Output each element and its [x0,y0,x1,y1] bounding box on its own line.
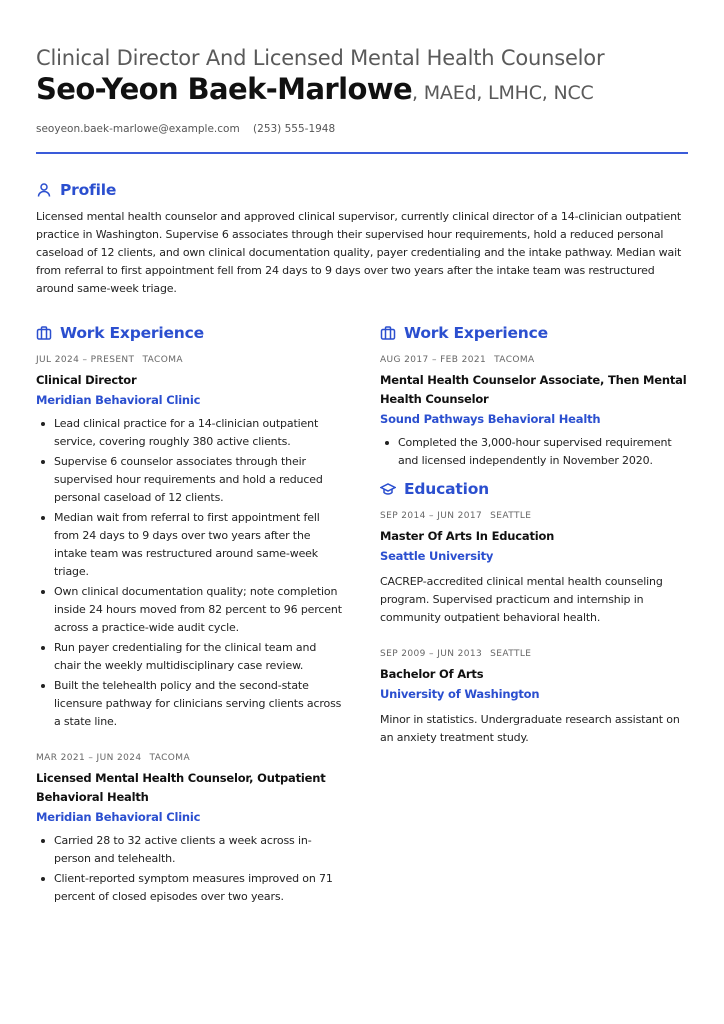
education-location: SEATTLE [490,649,532,659]
headline: Clinical Director And Licensed Mental Health Counselor [36,46,605,70]
list-item: Run payer credentialing for the clinical team and chair the weekly multidisciplinary case review. [36,639,344,675]
job-bullets [36,832,344,906]
list-item: Completed the 3,000-hour supervised requirement and licensed independently in November 2020. [380,434,688,470]
list-item: Lead clinical practice for a 14-clinician outpatient service, covering roughly 380 active clients. [36,415,344,451]
education-entry [380,649,688,747]
work-experience-heading [380,324,688,342]
phone-number: (253) 555-1948 [253,123,336,135]
job-meta [380,355,688,365]
profile-summary: Licensed mental health counselor and approved clinical supervisor, currently clinical director of a 14-clinician outpatient practice in Washington. Supervise 6 associates through their supervised hour requirements, hold a reduced personal caseload of 12 clients, and own clinical documentation quality, payer credentialing and the intake pathway. Median wait from referral to first appointment fell from 24 days to 9 days over two years after the intake team was restructured around same-week triage. [36,210,682,295]
school: University of Washington [380,687,540,701]
education-meta [380,511,688,521]
list-item: Built the telehealth policy and the second-state licensure pathway for clinicians serving clients across a state line. [36,677,344,731]
job-location: TACOMA [149,753,191,763]
job-meta [36,753,344,763]
job-dates: JUL 2024 – PRESENT [36,355,135,365]
degree: Bachelor Of Arts [380,667,484,681]
list-item: Median wait from referral to first appointment fell from 24 days to 9 days over two years after the intake team was restructured around same-week triage. [36,509,344,581]
profile-heading [36,181,688,199]
name-row [36,72,594,106]
right-column [380,324,688,747]
user-icon [36,182,52,198]
job-title: Licensed Mental Health Counselor, Outpatient Behavioral Health [36,771,326,804]
work-experience-title: Work Experience [60,324,204,342]
work-experience-title: Work Experience [404,324,548,342]
left-column [36,324,344,908]
job-entry [36,753,344,906]
header-divider [36,152,688,154]
education-description: CACREP-accredited clinical mental health counseling program. Supervised practicum and internship in community outpatient behavioral health. [380,575,663,624]
education-entry [380,511,688,627]
job-location: TACOMA [494,355,535,365]
education-dates: SEP 2014 – JUN 2017 [380,511,483,521]
job-entry [36,355,344,731]
job-dates: MAR 2021 – JUN 2024 [36,753,142,763]
profile-section [36,181,688,298]
education-heading [380,480,688,498]
employer: Meridian Behavioral Clinic [36,393,201,407]
list-item: Own clinical documentation quality; note completion inside 24 hours moved from 82 percent to 96 percent across a practice-wide audit cycle. [36,583,344,637]
job-bullets [36,415,344,731]
job-location: TACOMA [142,355,183,365]
education-meta [380,649,688,659]
employer: Meridian Behavioral Clinic [36,810,201,824]
job-title: Clinical Director [36,373,137,387]
briefcase-icon [380,325,396,341]
list-item: Supervise 6 counselor associates through their supervised hour requirements and hold a reduced personal caseload of 12 clients. [36,453,344,507]
contact-line [36,123,335,135]
job-dates: AUG 2017 – FEB 2021 [380,355,487,365]
education-title: Education [404,480,489,498]
school: Seattle University [380,549,494,563]
education-location: SEATTLE [490,511,532,521]
list-item: Client-reported symptom measures improved on 71 percent of closed episodes over two years. [36,870,344,906]
person-name: Seo-Yeon Baek-Marlowe [36,72,413,106]
list-item: Carried 28 to 32 active clients a week across in-person and telehealth. [36,832,344,868]
work-experience-heading [36,324,344,342]
job-meta [36,355,344,365]
email-link[interactable]: seoyeon.baek-marlowe@example.com [36,123,240,135]
credentials: , MAEd, LMHC, NCC [412,82,594,104]
briefcase-icon [36,325,52,341]
education-dates: SEP 2009 – JUN 2013 [380,649,483,659]
graduation-cap-icon [380,481,396,497]
education-description: Minor in statistics. Undergraduate research assistant on an anxiety treatment study. [380,713,680,744]
job-bullets [380,434,688,470]
profile-title: Profile [60,181,117,199]
degree: Master Of Arts In Education [380,529,555,543]
employer: Sound Pathways Behavioral Health [380,412,601,426]
job-title: Mental Health Counselor Associate, Then Mental Health Counselor [380,373,687,406]
job-entry [380,355,688,470]
